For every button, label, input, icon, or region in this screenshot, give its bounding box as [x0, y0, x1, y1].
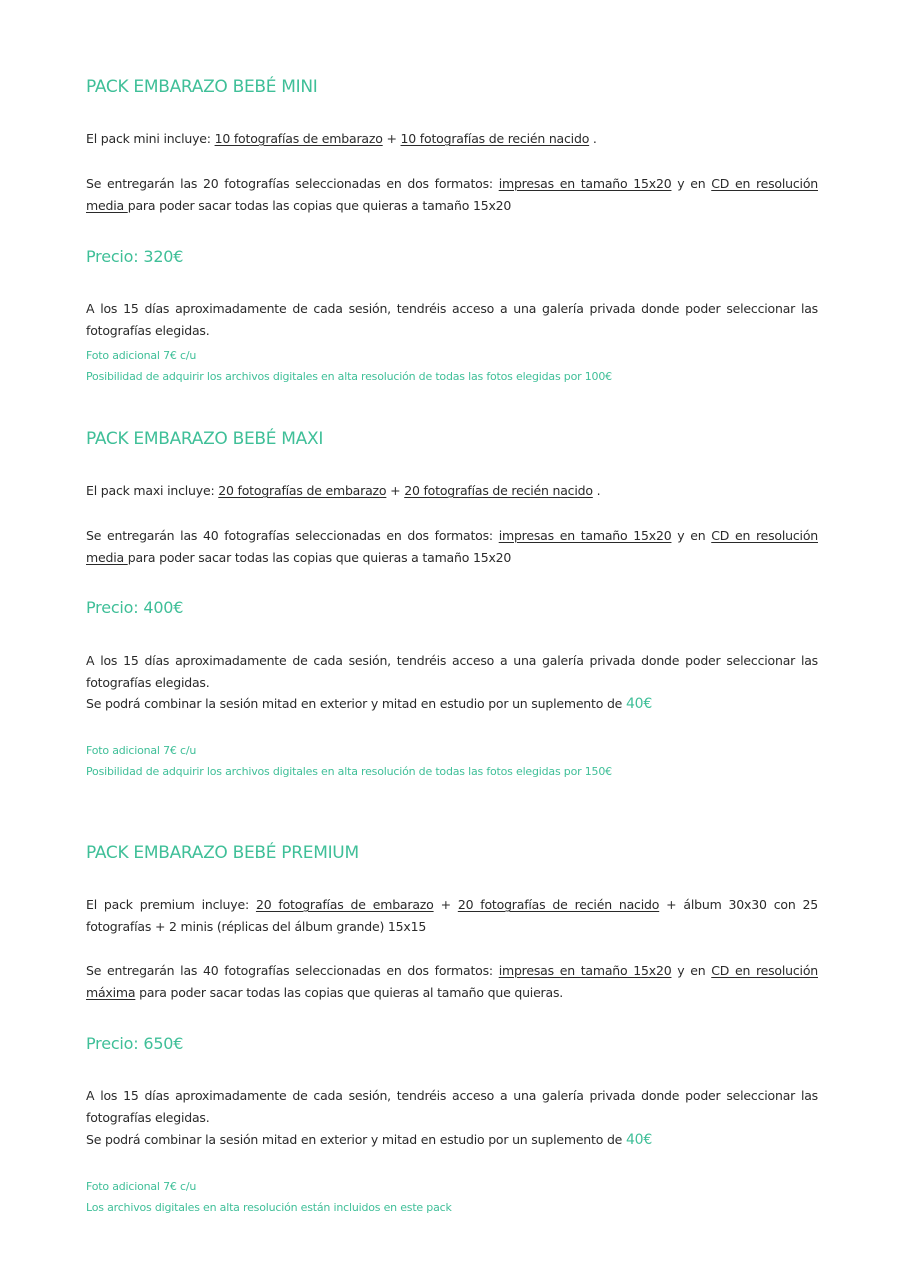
digital-files-note: Posibilidad de adquirir los archivos digitales en alta resolución de todas las fotos elegidas por 150€: [86, 765, 612, 778]
pack-price: Precio: 320€: [86, 247, 184, 266]
combine-amount: 40€: [625, 1132, 653, 1148]
gallery-info: A los 15 días aproximadamente de cada sesión, tendréis acceso a una galería privada donde poder seleccionar las fotografías elegidas.: [86, 1088, 818, 1125]
includes-prefix: El pack mini incluye:: [86, 131, 215, 146]
extra-photo-note: Foto adicional 7€ c/u: [86, 349, 197, 362]
format-impresas: impresas en tamaño 15x20: [498, 176, 672, 191]
combine-session-info: [86, 693, 818, 715]
gallery-info: A los 15 días aproximadamente de cada sesión, tendréis acceso a una galería privada donde poder seleccionar las fotografías elegidas.: [86, 301, 818, 338]
formats-prefix: Se entregarán las 20 fotografías seleccionadas en dos formatos:: [86, 176, 499, 191]
pack-title: PACK EMBARAZO BEBÉ MAXI: [86, 429, 324, 449]
extra-photo-note: Foto adicional 7€ c/u: [86, 744, 197, 757]
pack-formats: [86, 525, 818, 569]
formats-suffix: para poder sacar todas las copias que quieras a tamaño 15x20: [127, 550, 512, 565]
digital-files-note: Posibilidad de adquirir los archivos digitales en alta resolución de todas las fotos elegidas por 100€: [86, 370, 612, 383]
combine-text: Se podrá combinar la sesión mitad en exterior y mitad en estudio por un suplemento de: [86, 1132, 626, 1147]
gallery-info: A los 15 días aproximadamente de cada sesión, tendréis acceso a una galería privada donde poder seleccionar las fotografías elegidas.: [86, 653, 818, 690]
includes-separator: +: [382, 131, 401, 146]
combine-session-info: [86, 1129, 818, 1151]
includes-separator: +: [386, 483, 405, 498]
formats-middle: y en: [671, 528, 712, 543]
pack-includes: [86, 480, 818, 502]
pack-formats: [86, 960, 818, 1004]
format-impresas: impresas en tamaño 15x20: [498, 528, 672, 543]
includes-item-embarazo: 10 fotografías de embarazo: [214, 131, 383, 146]
format-cd: CD en resolución máxima: [86, 963, 818, 1000]
pack-price: Precio: 650€: [86, 1034, 184, 1053]
formats-middle: y en: [671, 176, 712, 191]
pack-price: Precio: 400€: [86, 598, 184, 617]
includes-item-recien-nacido: 20 fotografías de recién nacido: [457, 897, 660, 912]
combine-amount: 40€: [625, 696, 653, 712]
includes-item-embarazo: 20 fotografías de embarazo: [255, 897, 434, 912]
format-cd: CD en resolución media: [86, 528, 818, 565]
pack-title: PACK EMBARAZO BEBÉ MINI: [86, 77, 318, 97]
includes-suffix: .: [592, 483, 601, 498]
formats-prefix: Se entregarán las 40 fotografías seleccionadas en dos formatos:: [86, 963, 499, 978]
includes-suffix: .: [589, 131, 597, 146]
formats-suffix: para poder sacar todas las copias que quieras al tamaño que quieras.: [135, 985, 564, 1000]
pack-formats: [86, 173, 818, 217]
includes-item-recien-nacido: 20 fotografías de recién nacido: [404, 483, 593, 498]
pack-includes: [86, 128, 818, 150]
format-impresas: impresas en tamaño 15x20: [498, 963, 672, 978]
pack-title: PACK EMBARAZO BEBÉ PREMIUM: [86, 843, 359, 863]
includes-suffix: + álbum 30x30 con 25 fotografías + 2 minis (réplicas del álbum grande) 15x15: [86, 897, 819, 934]
formats-prefix: Se entregarán las 40 fotografías seleccionadas en dos formatos:: [86, 528, 499, 543]
pack-includes: [86, 894, 818, 938]
combine-text: Se podrá combinar la sesión mitad en exterior y mitad en estudio por un suplemento de: [86, 696, 626, 711]
includes-separator: +: [433, 897, 458, 912]
digital-files-note: Los archivos digitales en alta resolución están incluidos en este pack: [86, 1201, 452, 1214]
formats-middle: y en: [671, 963, 712, 978]
includes-item-embarazo: 20 fotografías de embarazo: [218, 483, 387, 498]
extra-photo-note: Foto adicional 7€ c/u: [86, 1180, 197, 1193]
includes-item-recien-nacido: 10 fotografías de recién nacido: [400, 131, 590, 146]
format-cd: CD en resolución media: [86, 176, 818, 213]
includes-prefix: El pack maxi incluye:: [86, 483, 219, 498]
formats-suffix: para poder sacar todas las copias que quieras a tamaño 15x20: [127, 198, 512, 213]
includes-prefix: El pack premium incluye:: [86, 897, 256, 912]
